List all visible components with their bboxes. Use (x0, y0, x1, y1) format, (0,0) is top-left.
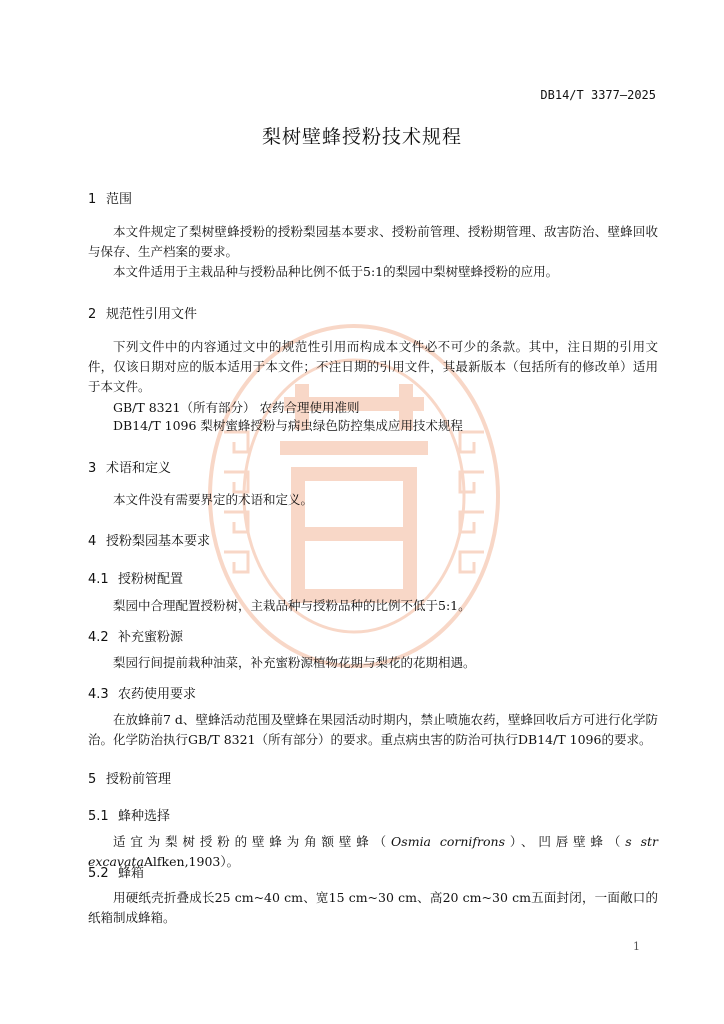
page-number: 1 (633, 940, 640, 953)
species-name: Osmia cornifrons (391, 834, 506, 849)
paragraph: 本文件没有需要界定的术语和定义。 (113, 492, 314, 507)
subsection-heading-5-1 (88, 805, 170, 824)
paragraph: 梨园中合理配置授粉树，主栽品种与授粉品种的比例不低于5:1。 (113, 598, 471, 613)
section-title: 范围 (106, 192, 133, 207)
paragraph: 下列文件中的内容通过文中的规范性引用而构成本文件必不可少的条款。其中，注日期的引用文件，仅该日期对应的版本适用于本文件；不注日期的引用文件，其最新版本（包括所有的修改单）适用于本文件。 (88, 339, 658, 394)
subsection-number: 4.1 (88, 572, 109, 587)
reference-item: GB/T 8321（所有部分） 农药合理使用准则 (113, 400, 360, 415)
section-heading-4 (88, 530, 210, 549)
section-title: 规范性引用文件 (106, 307, 198, 322)
subsection-title: 农药使用要求 (118, 687, 197, 702)
subsection-title: 补充蜜粉源 (118, 630, 184, 645)
section-title: 术语和定义 (106, 461, 172, 476)
paragraph: 本文件规定了梨树壁蜂授粉的授粉梨园基本要求、授粉前管理、授粉期管理、敌害防治、壁蜂回收与保存、生产档案的要求。 (88, 224, 658, 259)
section-title: 授粉前管理 (106, 772, 172, 787)
section-number: 3 (88, 461, 97, 476)
section-heading-3 (88, 457, 171, 476)
section-heading-1 (88, 188, 132, 207)
section-number: 5 (88, 772, 97, 787)
section-title: 授粉梨园基本要求 (106, 534, 211, 549)
subsection-number: 5.2 (88, 866, 109, 881)
subsection-title: 授粉树配置 (118, 572, 184, 587)
species-name: s str excavata (88, 834, 658, 869)
subsection-heading-4-3 (88, 683, 196, 702)
paragraph: 用硬纸壳折叠成长25 cm~40 cm、宽15 cm~30 cm、高20 cm~30 cm五面封闭，一面敞口的纸箱制成蜂箱。 (88, 890, 658, 925)
section-number: 1 (88, 192, 97, 207)
text-run: 适宜为梨树授粉的壁蜂为角额壁蜂（ (113, 834, 392, 849)
section-heading-5 (88, 768, 171, 787)
paragraph: 梨园行间提前栽种油菜，补充蜜粉源植物花期与梨花的花期相遇。 (113, 655, 476, 670)
subsection-number: 4.3 (88, 687, 109, 702)
subsection-number: 5.1 (88, 809, 109, 824)
paragraph: 在放蜂前7 d、壁蜂活动范围及壁蜂在果园活动时期内，禁止喷施农药，壁蜂回收后方可进行化学防治。化学防治执行GB/T 8321（所有部分）的要求。重点病虫害的防治可执行DB14/T 1096的要求。 (88, 712, 658, 747)
document-title: 梨树壁蜂授粉技术规程 (261, 126, 462, 148)
reference-item: DB14/T 1096 梨树蜜蜂授粉与病虫绿色防控集成应用技术规程 (113, 418, 463, 433)
paragraph (88, 832, 658, 872)
section-heading-2 (88, 303, 197, 322)
text-run: Alfken,1903）。 (143, 854, 240, 869)
subsection-number: 4.2 (88, 630, 109, 645)
section-number: 2 (88, 307, 97, 322)
subsection-heading-4-2 (88, 626, 183, 645)
subsection-heading-4-1 (88, 568, 183, 587)
paragraph: 本文件适用于主栽品种与授粉品种比例不低于5:1的梨园中梨树壁蜂授粉的应用。 (113, 264, 559, 279)
subsection-title: 蜂种选择 (118, 809, 171, 824)
subsection-title: 蜂箱 (118, 866, 145, 881)
text-run: ）、凹唇壁蜂（ (505, 834, 626, 849)
section-number: 4 (88, 534, 97, 549)
subsection-heading-5-2 (88, 862, 144, 881)
document-number: DB14/T 3377—2025 (540, 88, 656, 102)
